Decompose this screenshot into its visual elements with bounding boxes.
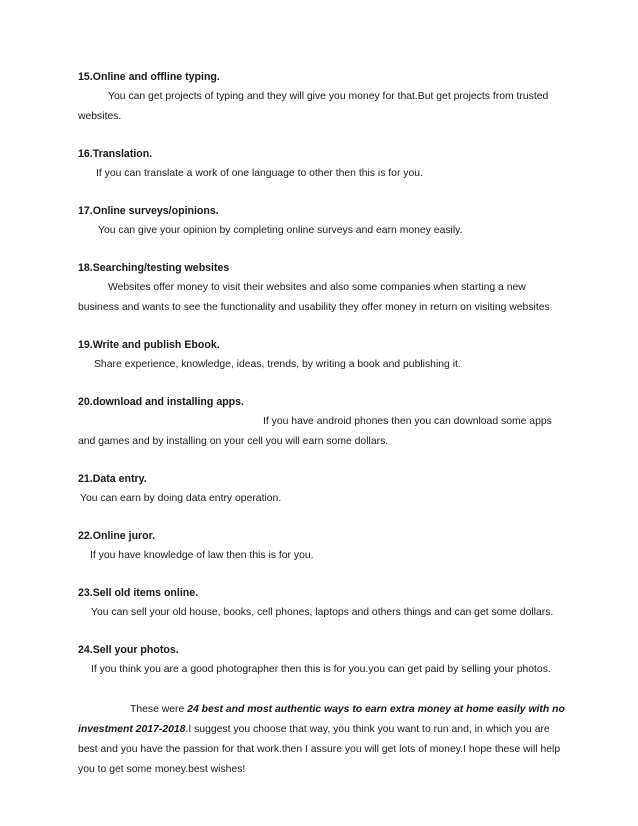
item-heading: 23.Sell old items online. [78,587,199,599]
item-body: You can sell your old house, books, cell phones, laptops and others things and can get some dollars. [91,607,554,618]
item-heading: 19.Write and publish Ebook. [78,339,220,351]
item-body: If you can translate a work of one language to other then this is for you. [96,168,423,179]
closing-emphasis: 24 best and most authentic ways to earn extra money at home easily with no investment 2017-2018 [78,704,565,735]
list-item [78,147,568,184]
item-body: You can earn by doing data entry operation. [80,493,282,504]
item-heading: 20.download and installing apps. [78,396,244,408]
item-body-line-2: and games and by installing on your cell you will earn some dollars. [78,436,389,447]
list-item [78,70,568,127]
item-body: Share experience, knowledge, ideas, trends, by writing a book and publishing it. [94,359,461,370]
item-heading: 16.Translation. [78,148,153,160]
item-body-line-1: If you have android phones then you can download some apps [263,416,552,427]
item-body: You can get projects of typing and they will give you money for that.But get projects from trusted websites. [78,91,549,122]
item-body [78,412,568,452]
item-body: If you have knowledge of law then this is for you. [90,550,314,561]
list-item [78,204,568,241]
list-item [78,643,568,680]
item-heading: 24.Sell your photos. [78,644,179,656]
closing-rest: .I suggest you choose that way, you think you want to run and, in which you are best and you have the passion for that work.then I assure you will get lots of money.I hope these will help you to get some money.best wishes! [78,724,561,775]
list-item [78,395,568,452]
item-body: You can give your opinion by completing online surveys and earn money easily. [98,225,463,236]
item-heading: 18.Searching/testing websites [78,262,230,274]
item-heading: 15.Online and offline typing. [78,71,220,83]
item-body: If you think you are a good photographer then this is for you.you can get paid by selling your photos. [91,664,551,675]
list-item [78,472,568,509]
item-heading: 22.Online juror. [78,530,156,542]
list-item [78,529,568,566]
closing-lead: These were [130,704,188,715]
closing-paragraph [78,700,568,780]
item-heading: 21.Data entry. [78,473,147,485]
item-body: Websites offer money to visit their websites and also some companies when starting a new business and wants to see the functionality and usability they offer money in return on visiting websites [78,282,550,313]
list-item [78,261,568,318]
item-heading: 17.Online surveys/opinions. [78,205,219,217]
list-item [78,586,568,623]
list-item [78,338,568,375]
document-page [78,70,568,780]
